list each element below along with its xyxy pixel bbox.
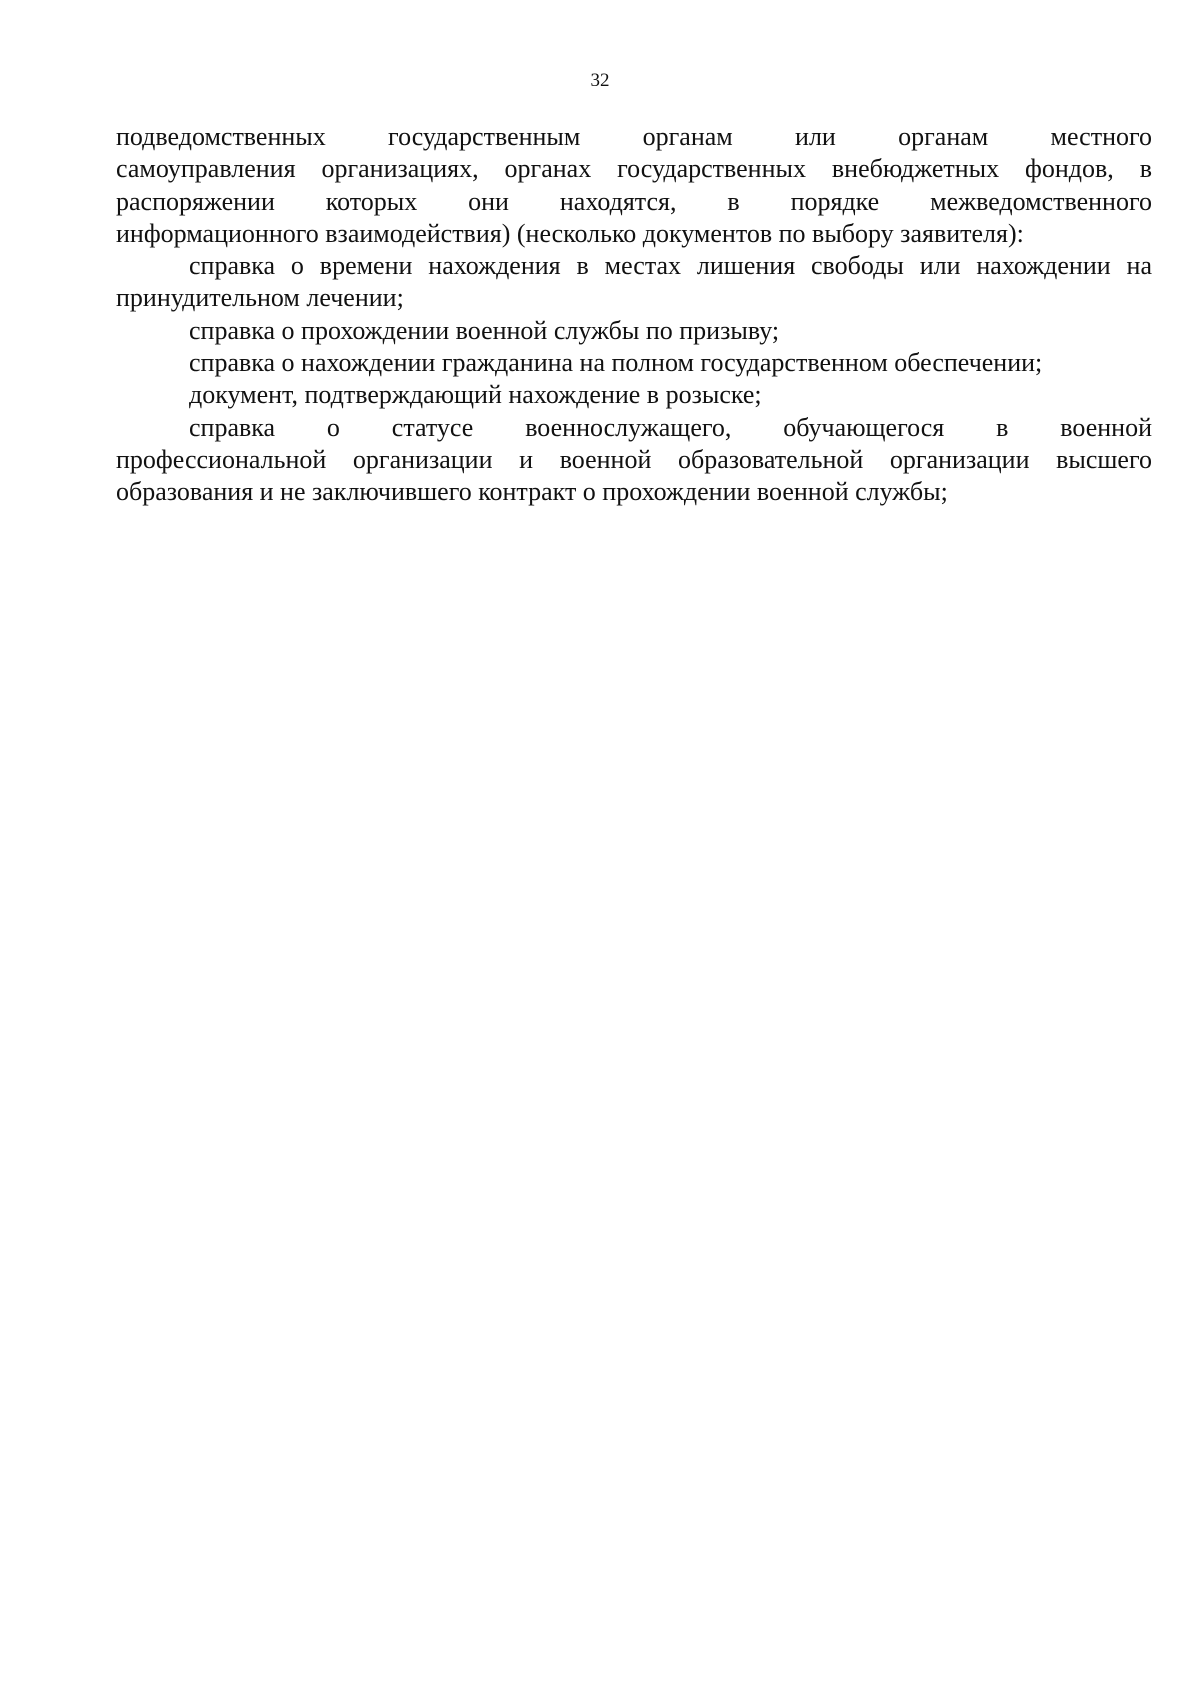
text-line: самоуправления организациях, органах государственных внебюджетных фондов, в [116,154,1152,184]
text-line: документ, подтверждающий нахождение в розыске; [189,380,762,410]
text-line: принудительном лечении; [116,283,404,313]
text-line: справка о статусе военнослужащего, обучающегося в военной [189,412,1152,442]
text-line: справка о нахождении гражданина на полном государственном обеспечении; [189,348,1043,378]
body-text [116,121,1152,509]
text-line: справка о времени нахождения в местах лишения свободы или нахождении на [189,251,1152,281]
text-line: распоряжении которых они находятся, в порядке межведомственного [116,186,1152,216]
text-line: информационного взаимодействия) (несколько документов по выбору заявителя): [116,218,1024,248]
text-line: справка о прохождении военной службы по призыву; [189,315,780,345]
page-number: 32 [590,70,610,91]
text-line: подведомственных государственным органам или органам местного [116,122,1152,151]
text-line: профессиональной организации и военной образовательной организации высшего [116,444,1152,474]
text-line: образования и не заключившего контракт о прохождении военной службы; [116,477,948,507]
